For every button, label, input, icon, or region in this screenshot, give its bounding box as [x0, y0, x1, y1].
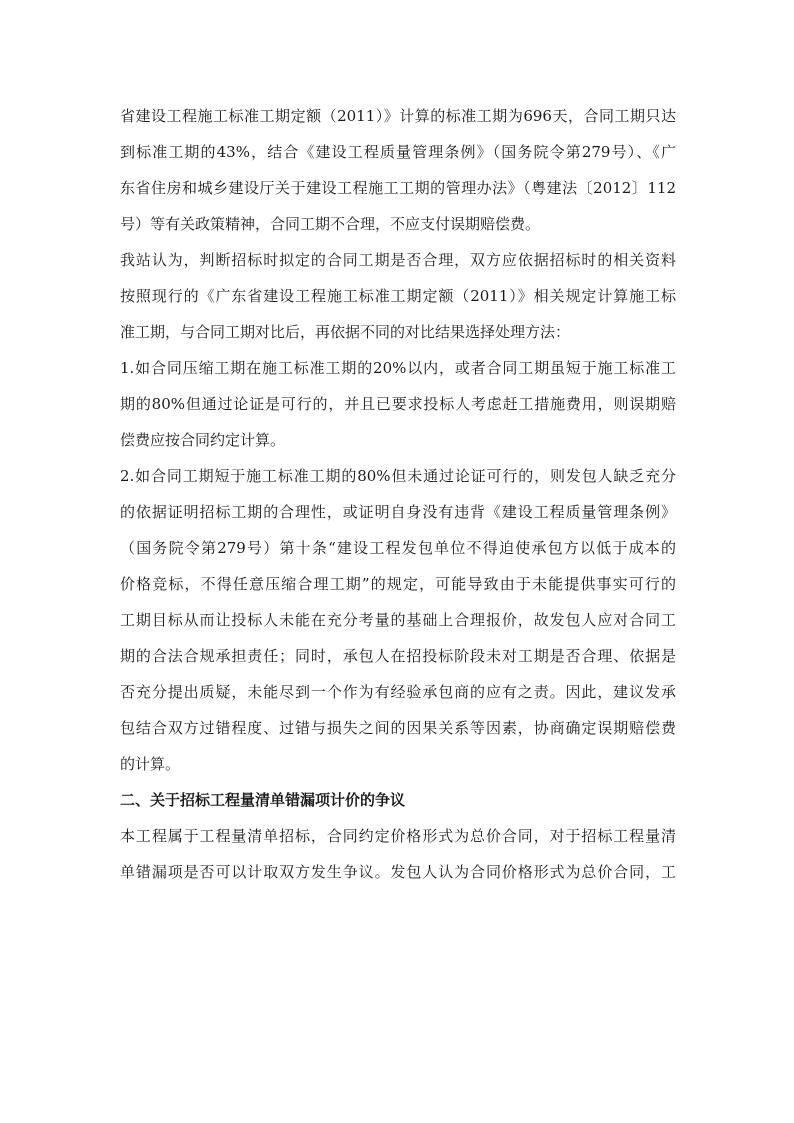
text-line: 的依据证明招标工期的合理性，或证明自身没有违背《建设工程质量管理条例》 — [120, 503, 676, 521]
text-line: 的计算。 — [120, 755, 181, 773]
section-heading: 二、关于招标工程量清单错漏项计价的争议 — [120, 791, 406, 809]
text-line: 我站认为，判断招标时拟定的合同工期是否合理，双方应依据招标时的相关资料 — [120, 251, 676, 269]
document-body — [120, 98, 676, 890]
text-line: 准工期，与合同工期对比后，再依据不同的对比结果选择处理方法： — [120, 323, 571, 341]
text-line: 号）等有关政策精神，合同工期不合理，不应支付误期赔偿费。 — [120, 215, 541, 233]
text-line: 工期目标从而让投标人未能在充分考量的基础上合理报价，故发包人应对合同工 — [120, 611, 676, 629]
text-line: 单错漏项是否可以计取双方发生争议。发包人认为合同价格形式为总价合同，工 — [120, 863, 676, 881]
text-line: 本工程属于工程量清单招标，合同约定价格形式为总价合同，对于招标工程量清 — [120, 827, 676, 845]
text-line: 2.如合同工期短于施工标准工期的80%但未通过论证可行的，则发包人缺乏充分 — [120, 467, 676, 485]
text-line: 东省住房和城乡建设厅关于建设工程施工工期的管理办法》（粤建法〔2012〕112 — [120, 179, 676, 197]
text-line: 省建设工程施工标准工期定额（2011）》计算的标准工期为696天，合同工期只达 — [120, 107, 676, 125]
text-line: 期的合法合规承担责任；同时，承包人在招投标阶段未对工期是否合理、依据是 — [120, 647, 676, 665]
text-line: 价格竞标，不得任意压缩合理工期”的规定，可能导致由于未能提供事实可行的 — [120, 575, 676, 593]
text-line: 按照现行的《广东省建设工程施工标准工期定额（2011）》相关规定计算施工标 — [120, 287, 676, 305]
text-line: 偿费应按合同约定计算。 — [120, 431, 286, 449]
text-line: 1.如合同压缩工期在施工标准工期的20%以内，或者合同工期虽短于施工标准工 — [120, 359, 676, 377]
text-line: 否充分提出质疑，未能尽到一个作为有经验承包商的应有之责。因此，建议发承 — [120, 683, 676, 701]
text-line: 期的80%但通过论证是可行的，并且已要求投标人考虑赶工措施费用，则误期赔 — [120, 395, 676, 413]
text-line: 到标准工期的43%，结合《建设工程质量管理条例》（国务院令第279号）、《广 — [120, 143, 676, 161]
text-line: （国务院令第279号）第十条“建设工程发包单位不得迫使承包方以低于成本的 — [120, 539, 676, 557]
text-line: 包结合双方过错程度、过错与损失之间的因果关系等因素，协商确定误期赔偿费 — [120, 719, 676, 737]
